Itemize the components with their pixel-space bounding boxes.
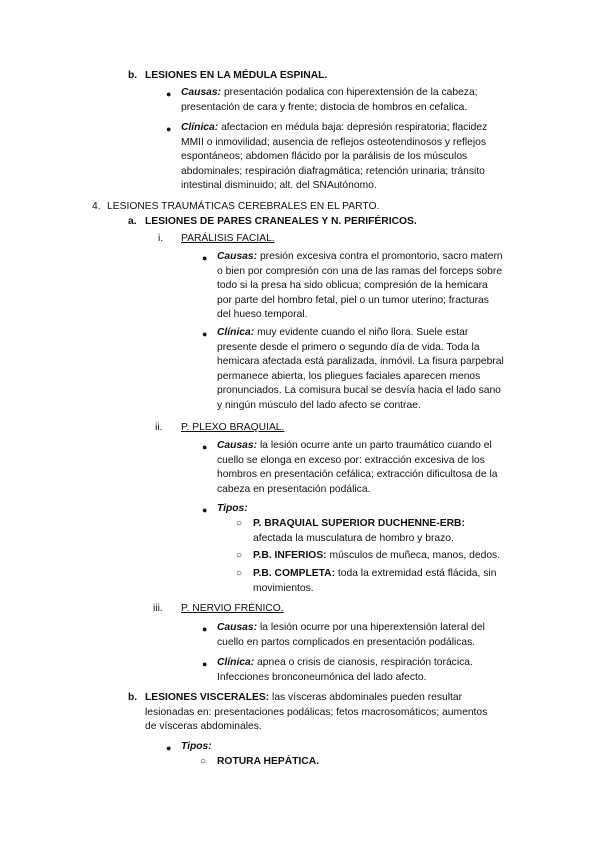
list-marker: b. (128, 70, 138, 81)
section-heading: LESIONES DE PARES CRANEALES Y N. PERIFÉRICOS. (145, 216, 417, 227)
item-label: P.B. INFERIOS: (253, 550, 327, 561)
item-label: P. BRAQUIAL SUPERIOR DUCHENNE-ERB: (253, 518, 465, 529)
list-item: Clínica: muy evidente cuando el niño llora. Suele estar presente desde el primero o segundo día de vida. Toda la hemicara afectada está paralizada, inmóvil. La fisura parpebral permanece abierta, los pliegues faciales aparecen menos pronunciados. La comisura bucal se desvía hacia el lado sano y ningún músculo del lado afecto se contrae. (217, 327, 504, 411)
bullet-icon: ● (166, 89, 172, 99)
list-marker: ii. (155, 422, 163, 433)
list-item: Clínica: afectacion en médula baja: depresión respiratoria; flacidez MMII o inmovilidad; ausencia de reflejos osteotendinosos y reflejos espontáneos; abdomen flácido por la parálisis de los músculos abdominales; respiración diafragmática; retención urinaria; tránsito intestinal disminuido; alt. del SNAutónomo. (181, 122, 488, 192)
bullet-icon: ● (166, 743, 172, 753)
subsection-heading: PARÁLISIS FACIAL. (181, 233, 275, 244)
bullet-icon: ● (202, 659, 208, 669)
list-item: P.B. INFERIOS: músculos de muñeca, manos, dedos. (253, 550, 501, 561)
item-label: ROTURA HEPÁTICA. (217, 756, 320, 767)
list-marker: iii. (153, 603, 163, 614)
item-label: Clínica: (217, 327, 255, 338)
item-label: Causas: (217, 440, 258, 451)
item-label: P.B. COMPLETA: (253, 568, 335, 579)
bullet-icon: ● (202, 442, 208, 452)
subsection-heading: P. NERVIO FRÉNICO. (181, 603, 284, 614)
list-item: Clínica: apnea o crisis de cianosis, respiración torácica. Infecciones bronconeumónica del lado afecto. (217, 657, 473, 683)
section-heading: LESIONES EN LA MÉDULA ESPINAL. (145, 70, 328, 81)
sub-bullet-icon: ○ (236, 568, 243, 579)
list-item: P.B. COMPLETA: toda la extremidad está flácida, sin movimientos. (253, 568, 497, 594)
list-item: Causas: la lesión ocurre por una hiperextensión lateral del cuello en partos complicados en presentación podálicas. (217, 622, 485, 648)
item-label: Causas: (217, 622, 258, 633)
bullet-icon: ● (202, 505, 208, 515)
item-label: Tipos: (181, 741, 212, 752)
list-item: P. BRAQUIAL SUPERIOR DUCHENNE-ERB: afectada la musculatura de hombro y brazo. (253, 517, 543, 546)
list-item: Causas: la lesión ocurre ante un parto traumático cuando el cuello se elonga en exceso por: extracción excesiva de los hombros en presentación cefálica; extracción dificultosa de la cabeza en presentación podálica. (217, 440, 498, 495)
section-heading: LESIONES VISCERALES: (145, 692, 270, 703)
list-marker: 4. (92, 201, 101, 212)
item-label: Clínica: (217, 657, 255, 668)
subsection-heading: P. PLEXO BRAQUIAL. (181, 422, 285, 433)
item-label: Causas: (181, 87, 222, 98)
item-label: Tipos: (217, 503, 248, 514)
section-heading: LESIONES TRAUMÁTICAS CEREBRALES EN EL PARTO. (107, 201, 380, 212)
bullet-icon: ● (166, 124, 172, 134)
list-marker: a. (128, 216, 137, 227)
sub-bullet-icon: ○ (236, 550, 243, 561)
item-label: Clínica: (181, 122, 219, 133)
sub-bullet-icon: ○ (236, 518, 243, 529)
item-label: Causas: (217, 251, 258, 262)
bullet-icon: ● (202, 253, 208, 263)
list-marker: b. (128, 692, 138, 703)
list-item: Causas: presión excesiva contra el promontorio, sacro matern o bien por compresión con una de las ramas del forceps sobre todo si la presa ha sido oblicua; compresión de la hemicara por parte del hombro fetal, piel o un tumor uterino; fracturas del hueso temporal. (217, 251, 503, 321)
list-item: Causas: presentación podalica con hiperextensión de la cabeza; presentación de cara y frente; distocia de hombros en cefalica. (181, 87, 478, 113)
sub-bullet-icon: ○ (200, 756, 207, 767)
list-marker: i. (158, 233, 164, 244)
bullet-icon: ● (202, 624, 208, 634)
list-item: LESIONES VISCERALES: las vísceras abdominales pueden resultar lesionadas en: presentaciones podálicas; fetos macrosomáticos; aumentos de vísceras abdominales. (145, 692, 488, 733)
bullet-icon: ● (202, 329, 208, 339)
